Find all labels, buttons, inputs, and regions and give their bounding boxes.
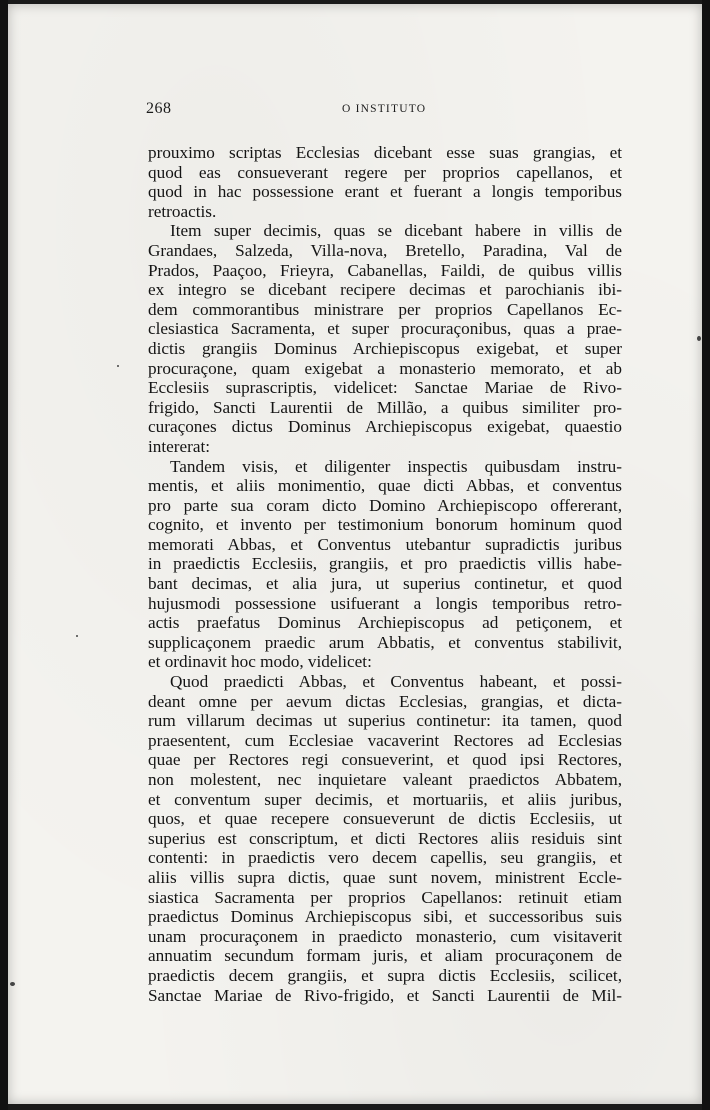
text-line: aliis villis supra dictis, quae sunt novem, ministrent Eccle- [148,867,622,887]
text-line: quae per Rectores regi consueverint, et quod ipsi Rectores, [148,750,622,770]
text-line: cognito, et invento per testimonium bonorum hominum quod [148,515,622,535]
text-line: dictis grangiis Dominus Archiepiscopus exigebat, et super [148,338,622,358]
text-line: ex integro se dicebant recipere decimas et parochianis ibi- [148,280,622,300]
text-line: Item super decimis, quas se dicebant habere in villis de [170,221,622,241]
text-line: praesentent, cum Ecclesiae vacaverint Rectores ad Ecclesias [148,730,622,750]
text-line: Quod praedicti Abbas, et Conventus habeant, et possi- [170,672,622,692]
scan-border-left [0,0,8,1110]
text-line: actis praefatus Dominus Archiepiscopus ad petiçonem, et [148,613,622,633]
text-line: annuatim secundum formam juris, et aliam procuraçonem de [148,946,622,966]
text-line: curaçones dictus Dominus Archiepiscopus exigebat, quaestio [148,417,622,437]
text-line: siastica Sacramenta per proprios Capellanos: retinuit etiam [148,887,622,907]
text-line: quos, et quae recepere consueverunt de dictis Ecclesiis, ut [148,809,622,829]
text-line: supplicaçonem praedic arum Abbatis, et conventus stabilivit, [148,632,622,652]
text-line: deant omne per aevum dictas Ecclesias, grangias, et dicta- [148,691,622,711]
text-line: in praedictis Ecclesiis, grangiis, et pro praedictis villis habe- [148,554,622,574]
text-line: quod in hac possessione erant et fuerant a longis temporibus [148,182,622,202]
text-line: superius est conscriptum, et dicti Rectores aliis residuis sint [148,828,622,848]
text-line: Sanctae Mariae de Rivo-frigido, et Sancti Laurentii de Mil- [148,985,622,1005]
text-line: prouximo scriptas Ecclesias dicebant esse suas grangias, et [148,143,622,162]
text-line: pro parte sua coram dicto Domino Archiepiscopo offererant, [148,495,622,515]
text-line: intererat: [148,436,211,456]
page-number: 268 [146,100,172,117]
text-line: rum villarum decimas ut superius continetur: ita tamen, quod [148,711,622,731]
text-line: Ecclesiis suprascriptis, videlicet: Sanctae Mariae de Rivo- [148,378,622,398]
text-line: memorati Abbas, et Conventus utebantur supradictis juribus [148,534,622,554]
text-line: clesiastica Sacramenta, et super procuraçonibus, quas a prae- [148,319,622,339]
text-line: mentis, et aliis monimentio, quae dicti Abbas, et conventus [148,476,622,496]
text-line: Tandem visis, et diligenter inspectis quibusdam instru- [170,456,622,476]
text-line: bant decimas, et alia jura, ut superius continetur, et quod [148,574,622,594]
text-line: retroactis. [148,201,217,221]
text-line: unam procuraçonem in praedicto monasterio, cum visitaverit [148,926,622,946]
text-line: praedictus Dominus Archiepiscopus sibi, et successoribus suis [148,907,622,927]
text-line: contenti: in praedictis vero decem capellis, seu grangiis, et [148,848,622,868]
text-line: Grandaes, Salzeda, Villa-nova, Bretello, Paradina, Val de [148,240,622,260]
scan-speck [697,336,701,341]
scan-speck [10,982,15,986]
text-line: et conventum super decimis, et mortuariis, et aliis juribus, [148,789,622,809]
text-line: praedictis decem grangiis, et supra dictis Ecclesiis, scilicet, [148,965,622,985]
text-line: procuraçone, quam exigebat a monasterio memorato, et ab [148,358,622,378]
scan-speck [76,635,78,637]
text-line: non molestent, nec inquietare valeant praedictos Abbatem, [148,770,622,789]
text-line: dem commorantibus ministrare per proprios Capellanos Ec- [148,299,622,319]
text-line: et ordinavit hoc modo, videlicet: [148,652,372,672]
page-header [146,100,622,122]
scan-speck [117,365,119,367]
running-head: O INSTITUTO [342,103,427,115]
text-line: hujusmodi possessione usifuerant a longis temporibus retro- [148,593,622,613]
body-text [148,143,622,1005]
text-line: frigido, Sancti Laurentii de Millão, a quibus similiter pro- [148,397,622,417]
text-line: Prados, Paaçoo, Frieyra, Cabanellas, Faildi, de quibus villis [148,260,622,280]
scan-border-right [702,0,710,1110]
text-line: quod eas consueverant regere per proprios capellanos, et [148,162,622,182]
